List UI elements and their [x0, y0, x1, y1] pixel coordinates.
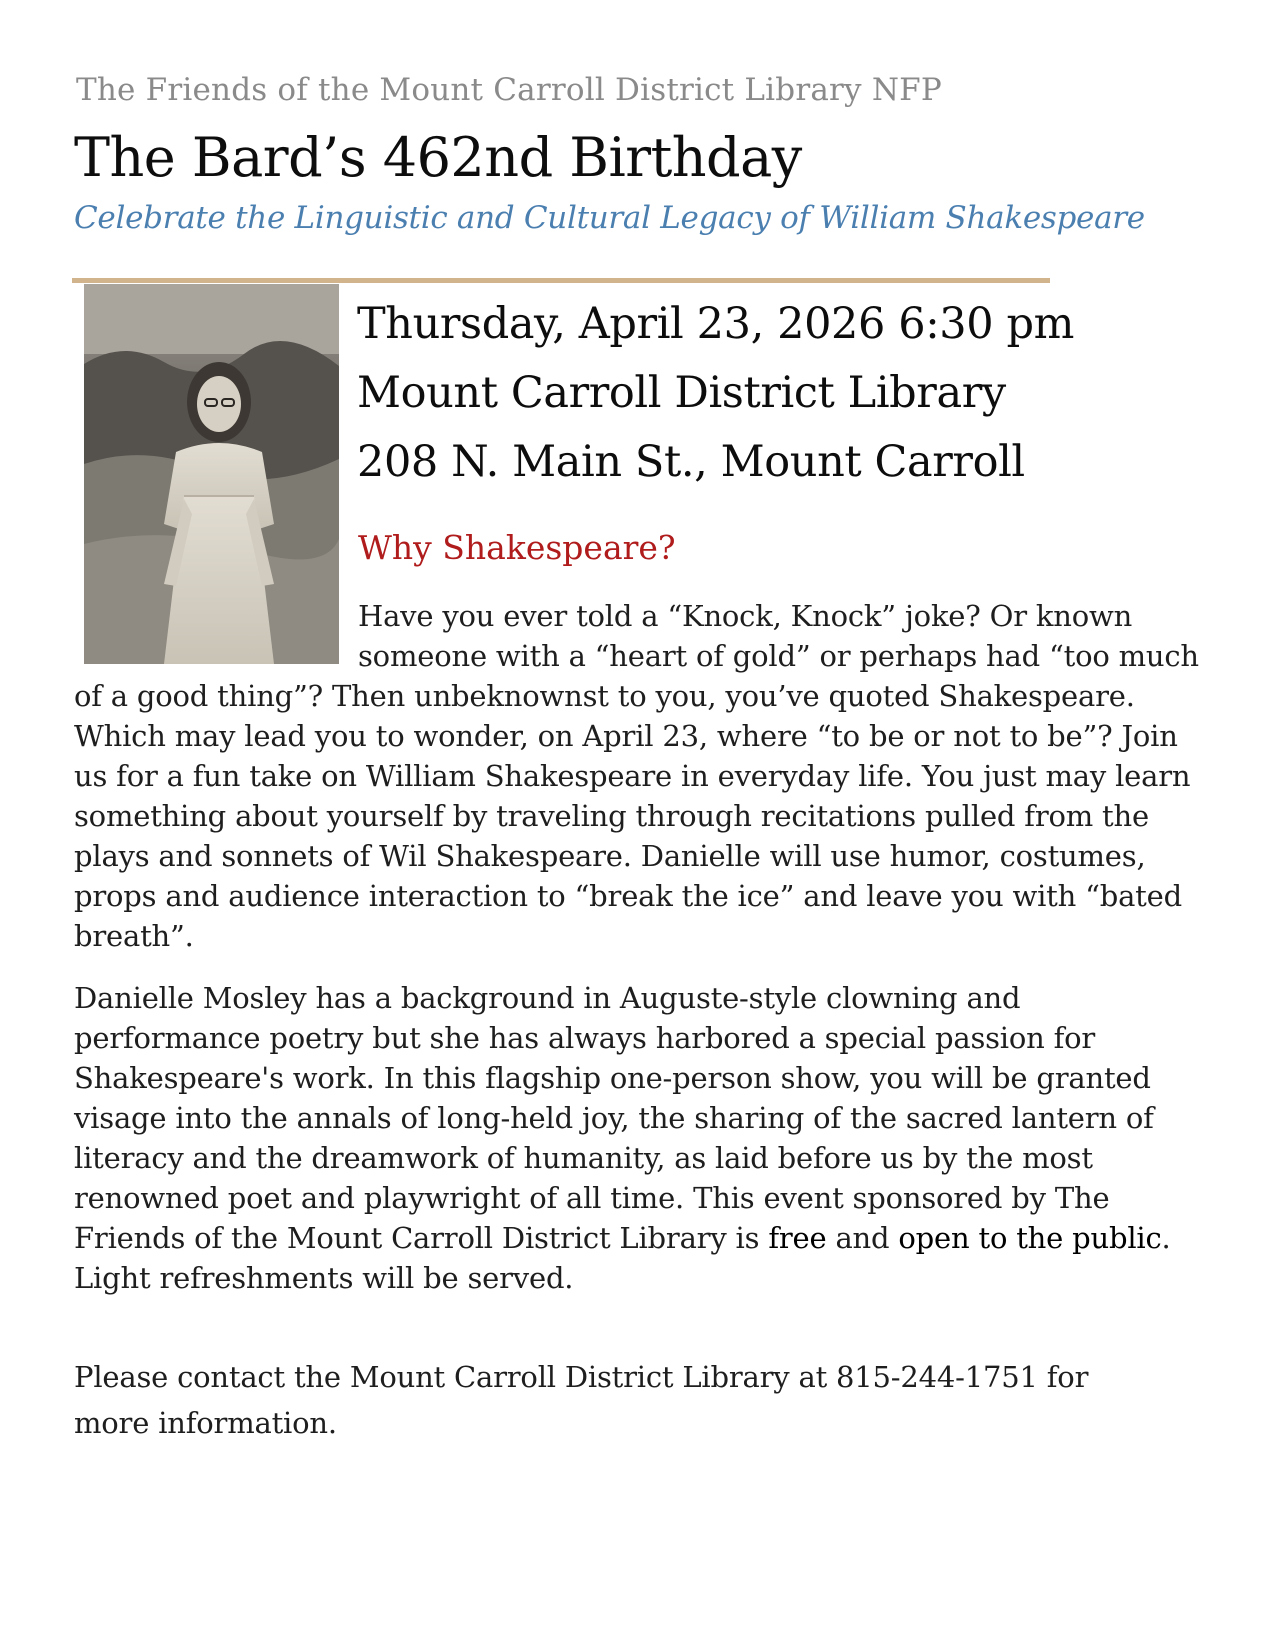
event-details	[357, 290, 1074, 497]
paragraph-line	[74, 1218, 1171, 1258]
paragraph-line: literacy and the dreamwork of humanity, as laid before us by the most	[74, 1141, 1093, 1175]
paragraph-line: renowned poet and playwright of all time. This event sponsored by The	[74, 1181, 1110, 1215]
free-highlight: free	[768, 1221, 827, 1255]
page-title: The Bard’s 462nd Birthday	[74, 126, 802, 189]
organization-name: The Friends of the Mount Carroll District Library NFP	[76, 72, 942, 108]
section-heading: Why Shakespeare?	[358, 528, 676, 567]
paragraph-line: Light refreshments will be served.	[74, 1261, 574, 1295]
paragraph-line: of a good thing”? Then unbeknownst to you, you’ve quoted Shakespeare.	[74, 679, 1135, 713]
paragraph-line: visage into the annals of long-held joy, the sharing of the sacred lantern of	[74, 1101, 1154, 1135]
text-segment: Friends of the Mount Carroll District Library is	[74, 1221, 769, 1255]
public-highlight: open to the public	[898, 1221, 1162, 1255]
event-venue: Mount Carroll District Library	[357, 368, 1006, 418]
paragraph-line: us for a fun take on William Shakespeare in everyday life. You just may learn	[74, 759, 1191, 793]
paragraph-line: performance poetry but she has always harbored a special passion for	[74, 1021, 1096, 1055]
contact-info	[74, 1360, 1088, 1440]
paragraph-line: Shakespeare's work. In this flagship one-person show, you will be granted	[74, 1061, 1151, 1095]
subtitle: Celebrate the Linguistic and Cultural Legacy of William Shakespeare	[74, 200, 1145, 236]
paragraph-line: breath”.	[74, 919, 194, 953]
event-address: 208 N. Main St., Mount Carroll	[357, 437, 1025, 487]
text-segment: and	[826, 1221, 899, 1255]
paragraph-line: Danielle Mosley has a background in Auguste-style clowning and	[74, 981, 1021, 1015]
paragraph-line: Which may lead you to wonder, on April 23, where “to be or not to be”? Join	[74, 719, 1178, 753]
paragraph-line: Have you ever told a “Knock, Knock” joke? Or known	[358, 599, 1133, 633]
event-datetime: Thursday, April 23, 2026 6:30 pm	[357, 299, 1074, 349]
paragraph-line: plays and sonnets of Wil Shakespeare. Danielle will use humor, costumes,	[74, 839, 1146, 873]
paragraph-line: props and audience interaction to “break the ice” and leave you with “bated	[74, 879, 1182, 913]
paragraph-line: someone with a “heart of gold” or perhaps had “too much	[358, 639, 1199, 673]
description-paragraph	[74, 596, 1199, 956]
text-segment: .	[1161, 1221, 1171, 1255]
bio-paragraph	[74, 978, 1171, 1298]
divider	[72, 278, 1050, 283]
paragraph-line: something about yourself by traveling through recitations pulled from the	[74, 799, 1149, 833]
contact-line: more information.	[74, 1406, 337, 1440]
contact-line: Please contact the Mount Carroll District Library at 815-244-1751 for	[74, 1360, 1089, 1394]
